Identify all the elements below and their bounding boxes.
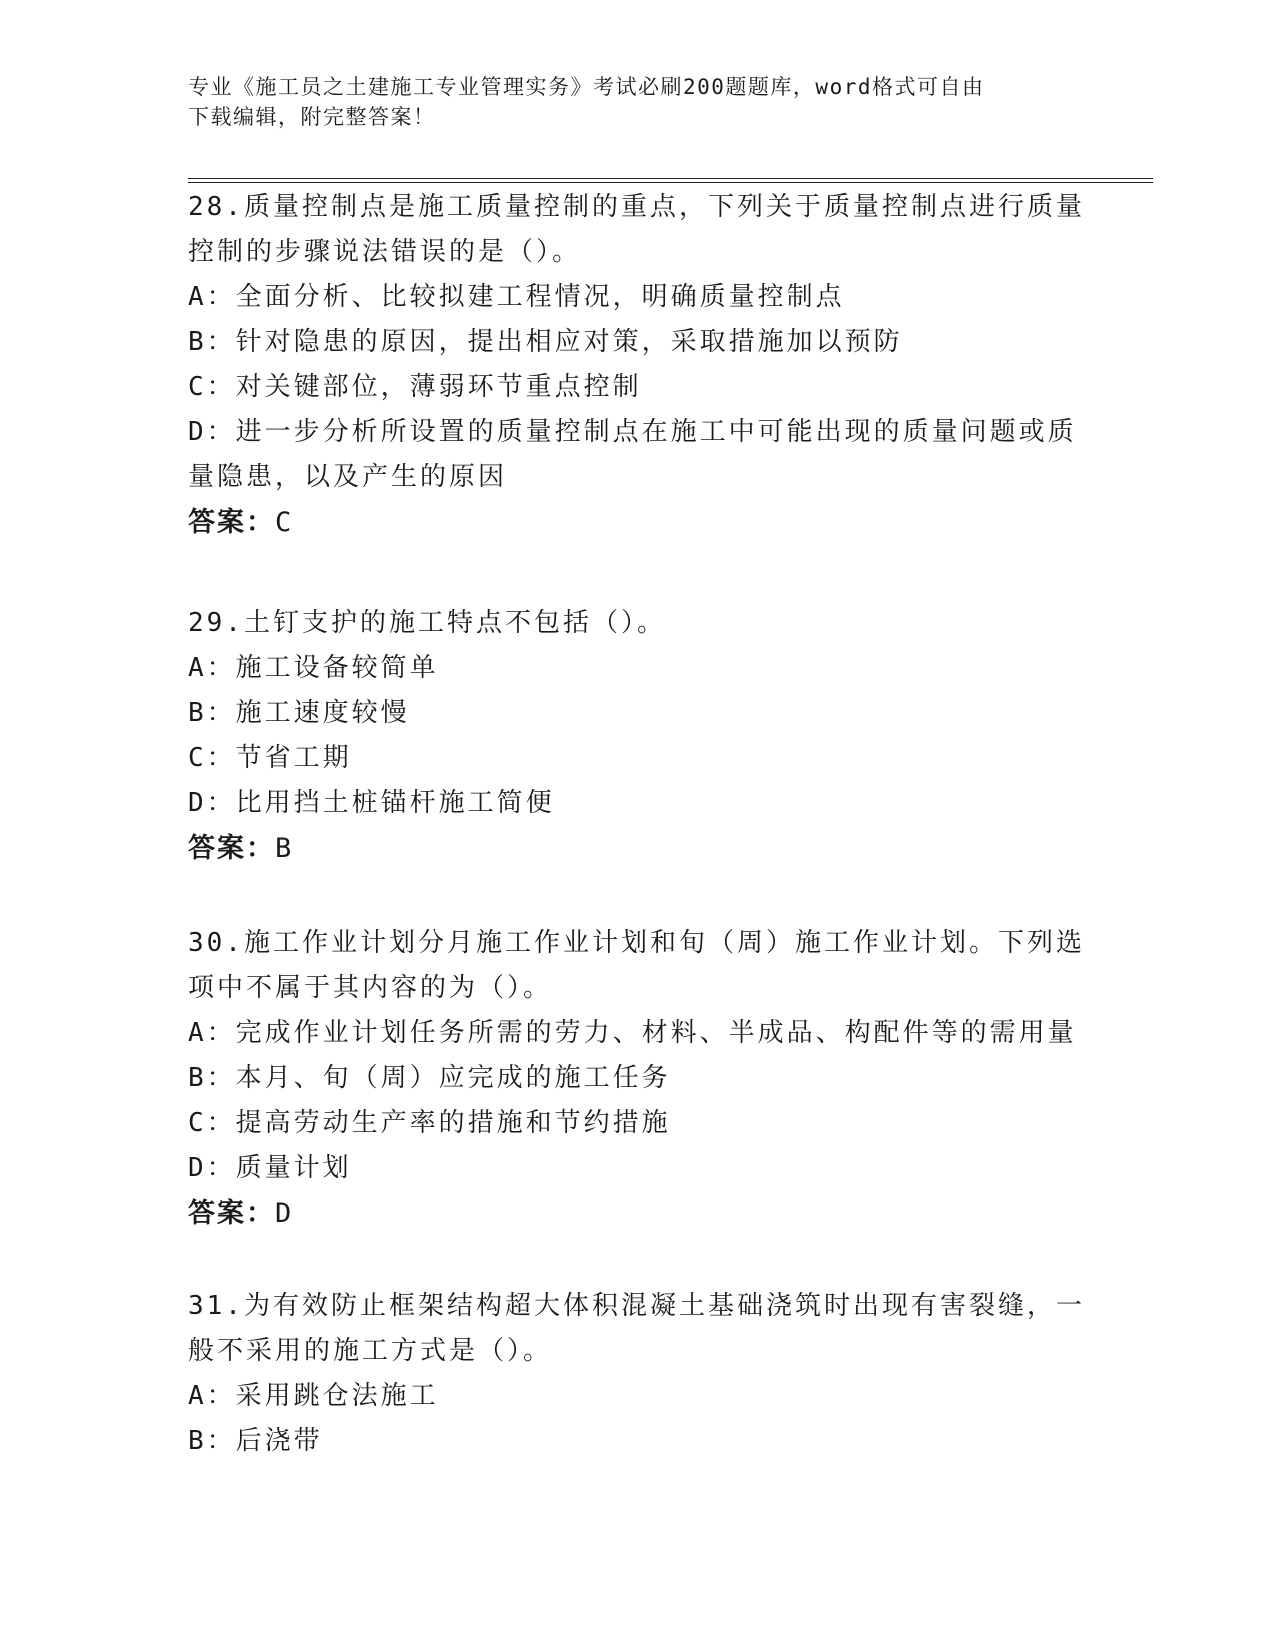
document-header xyxy=(188,72,1088,132)
question-29 xyxy=(188,601,1068,871)
option-b: B：针对隐患的原因，提出相应对策，采取措施加以预防 xyxy=(188,327,903,357)
option-d: D：比用挡土桩锚杆施工简便 xyxy=(188,788,555,818)
answer-label: 答案： xyxy=(188,507,275,538)
option-a: A：施工设备较简单 xyxy=(188,653,439,683)
question-stem-line: 30.施工作业计划分月施工作业计划和旬（周）施工作业计划。下列选 xyxy=(188,928,1085,958)
option-d-continued: 量隐患，以及产生的原因 xyxy=(188,462,508,492)
question-stem-line: 28.质量控制点是施工质量控制的重点，下列关于质量控制点进行质量 xyxy=(188,192,1085,222)
question-30 xyxy=(188,921,1085,1236)
question-28 xyxy=(188,185,1085,545)
header-rule-bottom xyxy=(188,182,1153,183)
answer-line xyxy=(188,1191,1068,1236)
header-line-2: 下载编辑，附完整答案！ xyxy=(188,105,436,129)
question-stem-line: 项中不属于其内容的为（）。 xyxy=(188,973,553,1003)
option-a: A：全面分析、比较拟建工程情况，明确质量控制点 xyxy=(188,282,845,312)
answer-label: 答案： xyxy=(188,833,275,864)
page-header xyxy=(188,72,1088,132)
header-rule-top xyxy=(188,178,1153,179)
option-b: B：后浇带 xyxy=(188,1426,323,1456)
question-stem-line: 31.为有效防止框架结构超大体积混凝土基础浇筑时出现有害裂缝，一 xyxy=(188,1291,1085,1321)
answer-value: B xyxy=(275,833,294,864)
option-b: B：施工速度较慢 xyxy=(188,698,410,728)
option-d: D：进一步分析所设置的质量控制点在施工中可能出现的质量问题或质 xyxy=(188,417,1077,447)
option-d: D：质量计划 xyxy=(188,1153,352,1183)
answer-label: 答案： xyxy=(188,1198,275,1229)
answer-line xyxy=(188,826,1068,871)
option-c: C：提高劳动生产率的措施和节约措施 xyxy=(188,1108,671,1138)
option-a: A：采用跳仓法施工 xyxy=(188,1381,439,1411)
question-stem-line: 般不采用的施工方式是（）。 xyxy=(188,1336,553,1366)
question-stem-line: 控制的步骤说法错误的是（）。 xyxy=(188,237,582,267)
header-line-1: 专业《施工员之土建施工专业管理实务》考试必刷200题题库，word格式可自由 xyxy=(188,75,985,99)
option-c: C：对关键部位，薄弱环节重点控制 xyxy=(188,372,642,402)
option-b: B：本月、旬（周）应完成的施工任务 xyxy=(188,1063,671,1093)
option-a: A：完成作业计划任务所需的劳力、材料、半成品、构配件等的需用量 xyxy=(188,1018,1077,1048)
answer-value: D xyxy=(275,1198,294,1229)
option-c: C：节省工期 xyxy=(188,743,352,773)
answer-line xyxy=(188,500,1068,545)
question-31 xyxy=(188,1284,1085,1464)
question-stem-line: 29.土钉支护的施工特点不包括（）。 xyxy=(188,608,666,638)
answer-value: C xyxy=(275,507,294,538)
